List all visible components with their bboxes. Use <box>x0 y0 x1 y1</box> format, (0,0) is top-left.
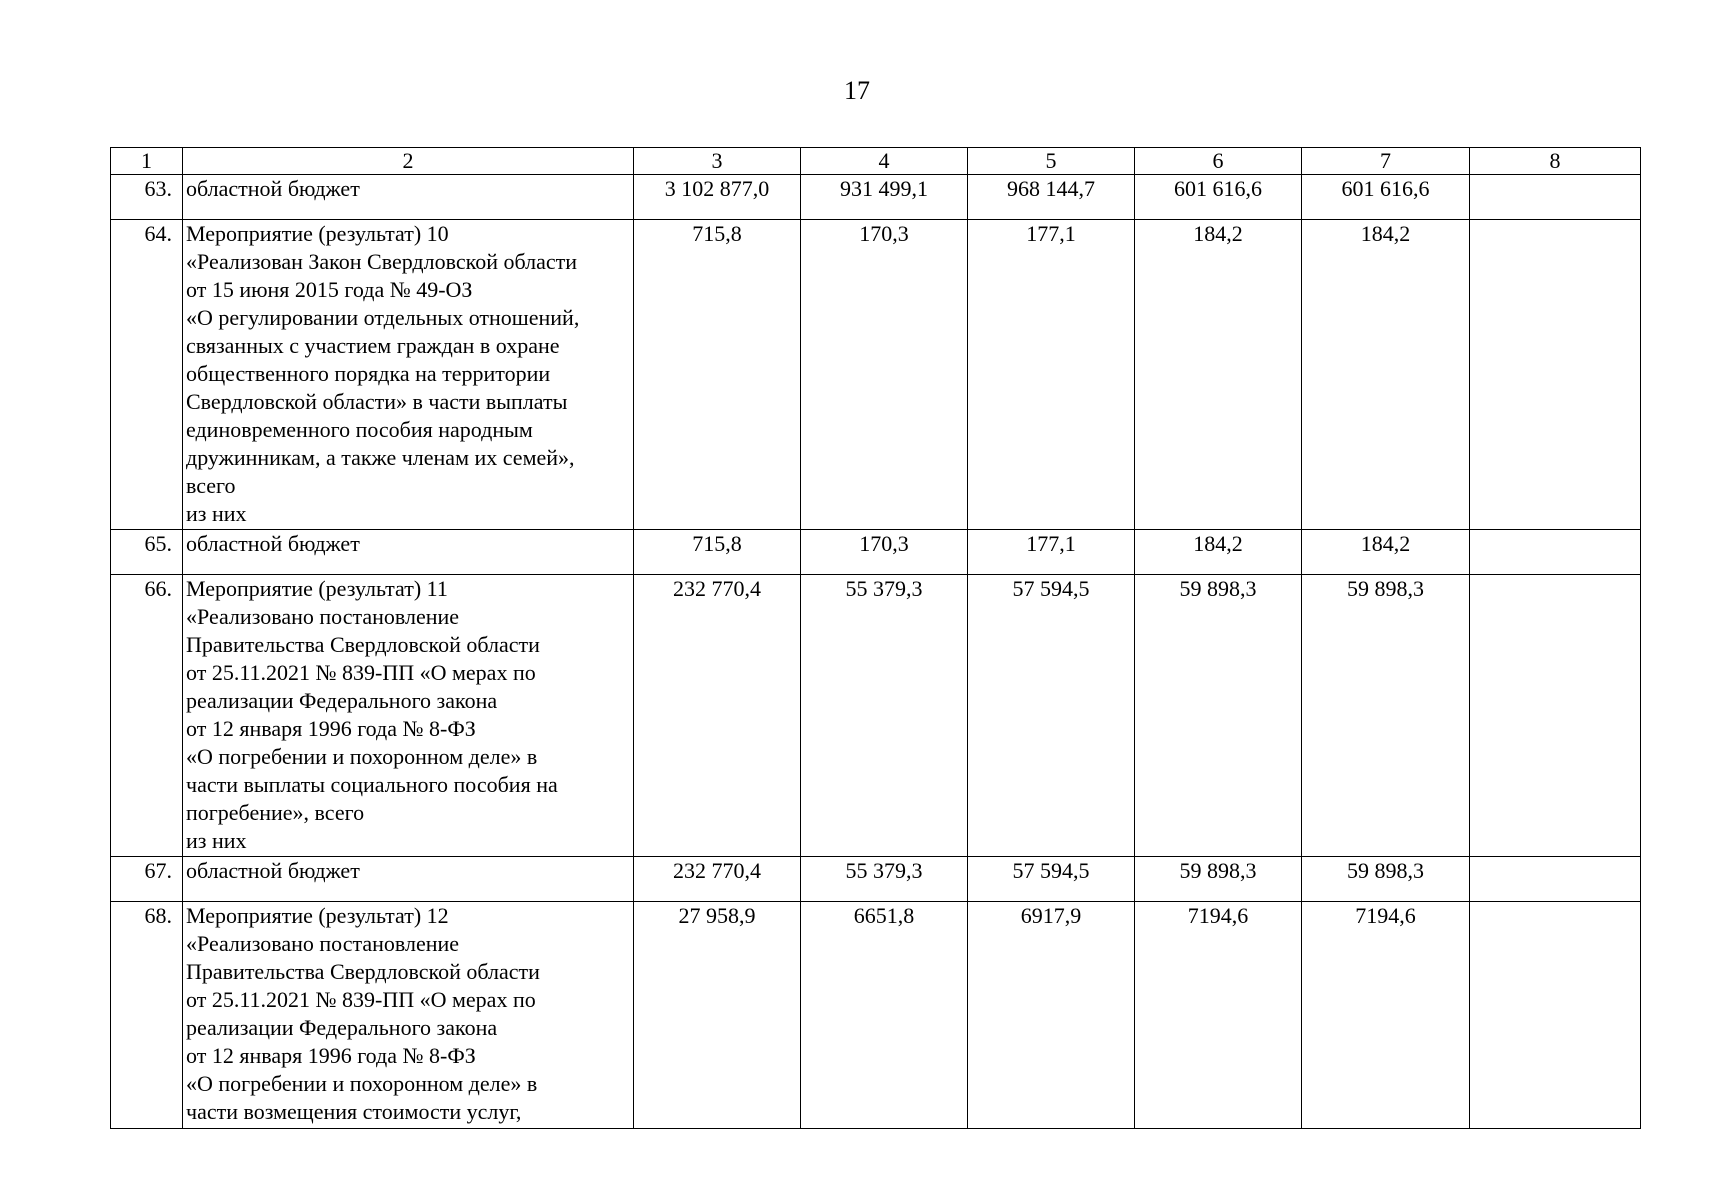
value-cell: 177,1 <box>968 220 1135 530</box>
row-name-line: областной бюджет <box>186 531 360 556</box>
value-cell: 170,3 <box>801 530 968 575</box>
value-cell: 7194,6 <box>1135 902 1302 1129</box>
row-name-line: реализации Федерального закона <box>186 1015 498 1040</box>
value-cell: 601 616,6 <box>1302 175 1470 220</box>
row-name-line: Свердловской области» в части выплаты <box>186 389 568 414</box>
column-header: 8 <box>1470 148 1641 175</box>
value-cell <box>1470 530 1641 575</box>
row-name <box>183 530 634 575</box>
column-header: 3 <box>634 148 801 175</box>
value-cell <box>1470 902 1641 1129</box>
table-row <box>111 902 1641 1129</box>
row-name <box>183 575 634 857</box>
value-cell: 931 499,1 <box>801 175 968 220</box>
value-cell <box>1470 857 1641 902</box>
row-name-line: Мероприятие (результат) 12 <box>186 903 449 928</box>
value-cell: 232 770,4 <box>634 575 801 857</box>
row-name-line: единовременного пособия народным <box>186 417 533 442</box>
value-cell: 968 144,7 <box>968 175 1135 220</box>
column-header: 1 <box>111 148 183 175</box>
row-number: 65. <box>111 530 183 575</box>
value-cell: 184,2 <box>1302 220 1470 530</box>
page-number: 17 <box>844 76 870 105</box>
budget-table <box>110 147 1641 1129</box>
value-cell: 59 898,3 <box>1135 575 1302 857</box>
row-name-line: связанных с участием граждан в охране <box>186 333 560 358</box>
value-cell: 3 102 877,0 <box>634 175 801 220</box>
row-name-line: областной бюджет <box>186 176 360 201</box>
row-name <box>183 220 634 530</box>
table-row <box>111 575 1641 857</box>
row-name-line: областной бюджет <box>186 858 360 883</box>
value-cell: 7194,6 <box>1302 902 1470 1129</box>
row-name-line: дружинникам, а также членам их семей», <box>186 445 575 470</box>
row-name-line: части выплаты социального пособия на <box>186 772 558 797</box>
value-cell: 6651,8 <box>801 902 968 1129</box>
value-cell: 184,2 <box>1135 220 1302 530</box>
value-cell: 59 898,3 <box>1302 857 1470 902</box>
row-name-line: от 12 января 1996 года № 8-ФЗ <box>186 1043 476 1068</box>
value-cell: 184,2 <box>1302 530 1470 575</box>
value-cell: 601 616,6 <box>1135 175 1302 220</box>
column-header: 5 <box>968 148 1135 175</box>
row-name-line: из них <box>186 828 247 853</box>
value-cell: 715,8 <box>634 530 801 575</box>
table-row <box>111 530 1641 575</box>
value-cell: 715,8 <box>634 220 801 530</box>
column-header: 6 <box>1135 148 1302 175</box>
row-name-line: «О погребении и похоронном деле» в <box>186 1071 538 1096</box>
value-cell: 59 898,3 <box>1302 575 1470 857</box>
table-row <box>111 857 1641 902</box>
row-number: 68. <box>111 902 183 1129</box>
row-name-line: Мероприятие (результат) 10 <box>186 221 449 246</box>
table-header-row <box>111 148 1641 175</box>
value-cell: 27 958,9 <box>634 902 801 1129</box>
row-name-line: от 12 января 1996 года № 8-ФЗ <box>186 716 476 741</box>
row-name-line: от 25.11.2021 № 839-ПП «О мерах по <box>186 660 536 685</box>
value-cell: 177,1 <box>968 530 1135 575</box>
row-name <box>183 857 634 902</box>
column-header: 7 <box>1302 148 1470 175</box>
value-cell: 55 379,3 <box>801 575 968 857</box>
row-name-line: «О регулировании отдельных отношений, <box>186 305 580 330</box>
row-name-line: реализации Федерального закона <box>186 688 498 713</box>
value-cell: 6917,9 <box>968 902 1135 1129</box>
row-name-line: части возмещения стоимости услуг, <box>186 1099 522 1124</box>
value-cell: 55 379,3 <box>801 857 968 902</box>
value-cell <box>1470 220 1641 530</box>
value-cell: 170,3 <box>801 220 968 530</box>
value-cell <box>1470 175 1641 220</box>
row-name-line: погребение», всего <box>186 800 365 825</box>
row-number: 64. <box>111 220 183 530</box>
row-number: 63. <box>111 175 183 220</box>
row-name <box>183 175 634 220</box>
value-cell <box>1470 575 1641 857</box>
row-number: 67. <box>111 857 183 902</box>
value-cell: 232 770,4 <box>634 857 801 902</box>
value-cell: 57 594,5 <box>968 857 1135 902</box>
row-name-line: из них <box>186 501 247 526</box>
column-header: 4 <box>801 148 968 175</box>
row-name-line: «Реализовано постановление <box>186 931 460 956</box>
column-header: 2 <box>183 148 634 175</box>
row-name-line: Мероприятие (результат) 11 <box>186 576 448 601</box>
row-name <box>183 902 634 1129</box>
value-cell: 59 898,3 <box>1135 857 1302 902</box>
row-name-line: «О погребении и похоронном деле» в <box>186 744 538 769</box>
row-name-line: «Реализовано постановление <box>186 604 460 629</box>
value-cell: 57 594,5 <box>968 575 1135 857</box>
row-name-line: всего <box>186 473 236 498</box>
row-name-line: Правительства Свердловской области <box>186 632 540 657</box>
row-name-line: от 25.11.2021 № 839-ПП «О мерах по <box>186 987 536 1012</box>
row-name-line: Правительства Свердловской области <box>186 959 540 984</box>
row-name-line: «Реализован Закон Свердловской области <box>186 249 578 274</box>
row-name-line: общественного порядка на территории <box>186 361 551 386</box>
row-name-line: от 15 июня 2015 года № 49-ОЗ <box>186 277 473 302</box>
table-row <box>111 220 1641 530</box>
table-row <box>111 175 1641 220</box>
value-cell: 184,2 <box>1135 530 1302 575</box>
row-number: 66. <box>111 575 183 857</box>
